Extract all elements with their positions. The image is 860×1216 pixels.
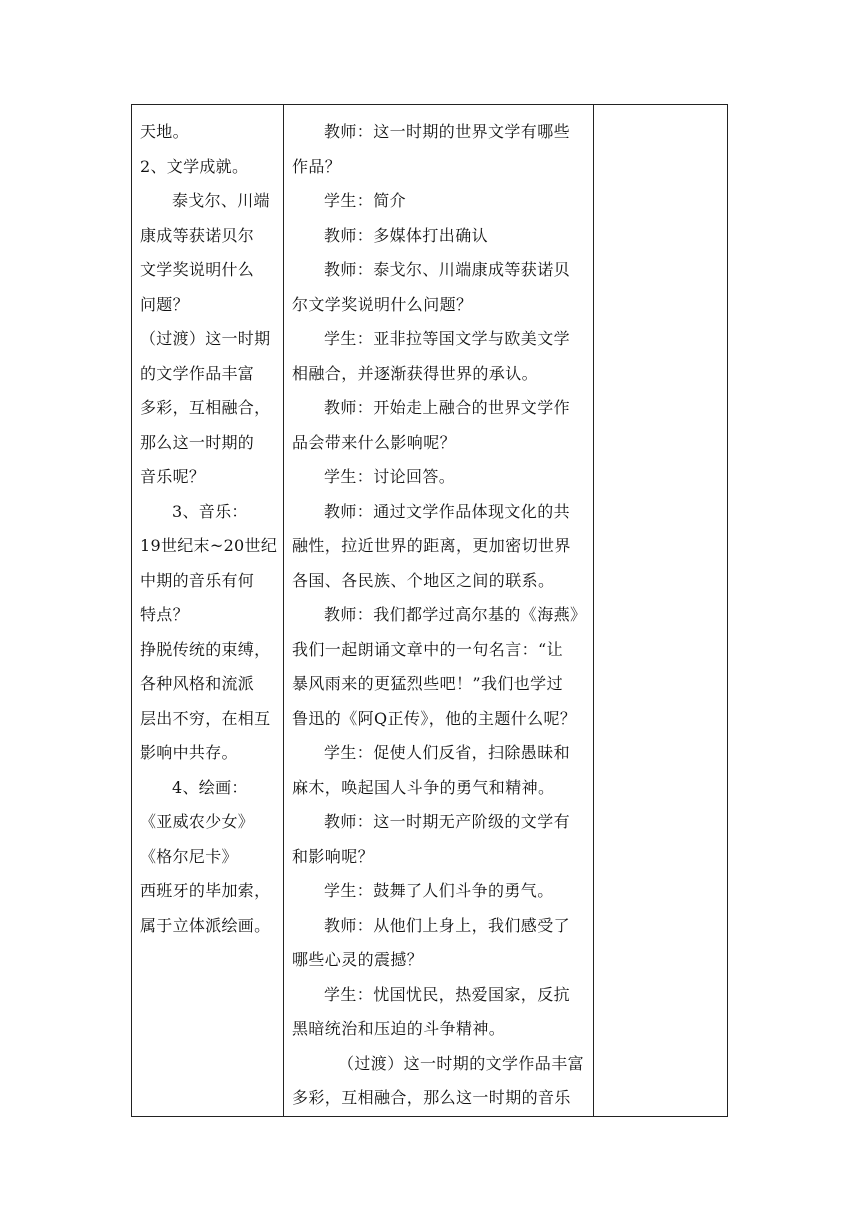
dialogue-line: 学生：促使人们反省，扫除愚昧和 <box>324 743 571 762</box>
dialogue-line: 作品？ <box>292 156 342 176</box>
notes-column-cell <box>594 105 728 1117</box>
content-line: 中期的音乐有何 <box>140 570 255 590</box>
dialogue-line: 品会带来什么影响呢？ <box>292 432 457 452</box>
content-line: 文学奖说明什么 <box>140 260 255 279</box>
dialogue-line: 教师：泰戈尔、川端康成等获诺贝 <box>324 260 571 279</box>
content-line: 属于立体派绘画。 <box>140 915 271 935</box>
dialogue-line: 学生：鼓舞了人们斗争的勇气。 <box>324 881 554 900</box>
dialogue-line: 相融合，并逐渐获得世界的承认。 <box>292 363 539 383</box>
content-line: 音乐呢？ <box>140 467 206 486</box>
dialogue-line: 尔文学奖说明什么问题？ <box>292 294 473 314</box>
content-line: 康成等获诺贝尔 <box>140 225 255 245</box>
dialogue-line: 哪些心灵的震撼？ <box>292 950 424 969</box>
content-line: 4、绘画： <box>172 777 248 797</box>
dialogue-line: 教师：通过文学作品体现文化的共 <box>324 501 571 521</box>
dialogue-line: 教师：开始走上融合的世界文学作 <box>324 398 571 417</box>
content-line: 特点？ <box>140 605 189 624</box>
dialogue-line: 教师：我们都学过高尔基的《海燕》 <box>324 605 587 624</box>
dialogue-line: 教师：从他们上身上，我们感受了 <box>324 915 571 935</box>
content-line: 的文学作品丰富 <box>140 363 255 383</box>
dialogue-line: 学生：简介 <box>324 191 407 210</box>
content-line: 层出不穷，在相互 <box>140 708 271 728</box>
dialogue-line: 教师：这一时期无产阶级的文学有 <box>324 812 571 831</box>
notes-column <box>594 105 727 115</box>
content-line: 西班牙的毕加索， <box>140 881 271 900</box>
lesson-plan-table <box>131 104 728 1117</box>
content-column <box>132 105 283 943</box>
dialogue-line: 教师：多媒体打出确认 <box>324 225 489 245</box>
dialogue-line: 我们一起朗诵文章中的一句名言：“让 <box>292 639 563 659</box>
dialogue-line: 鲁迅的《阿Q正传》，他的主题什么呢？ <box>292 708 577 728</box>
content-line: 天地。 <box>140 122 189 141</box>
content-line: 问题？ <box>140 294 189 314</box>
dialogue-line: 黑暗统治和压迫的斗争精神。 <box>292 1019 506 1038</box>
dialogue-line: 各国、各民族、个地区之间的联系。 <box>292 570 555 590</box>
content-line: 《格尔尼卡》 <box>140 846 238 866</box>
dialogue-line: 融性，拉近世界的距离，更加密切世界 <box>292 536 571 555</box>
content-line: 3、音乐： <box>172 501 248 521</box>
content-line: （过渡）这一时期 <box>140 329 271 348</box>
dialogue-line: 和影响呢？ <box>292 846 375 866</box>
content-line: 多彩，互相融合， <box>140 398 271 417</box>
content-line: 19世纪末~20世纪 <box>140 536 278 555</box>
content-line: 2、文学成就。 <box>140 156 249 176</box>
dialogue-line: 多彩，互相融合，那么这一时期的音乐 <box>292 1088 571 1107</box>
content-line: 泰戈尔、川端 <box>172 191 270 210</box>
dialogue-line: 暴风雨来的更猛烈些吧！”我们也学过 <box>292 674 563 693</box>
dialogue-line: 学生：亚非拉等国文学与欧美文学 <box>324 329 571 348</box>
content-line: 各种风格和流派 <box>140 674 255 693</box>
teaching-process-cell <box>284 105 594 1117</box>
table-row <box>132 105 728 1117</box>
content-line: 《亚威农少女》 <box>140 812 255 831</box>
content-line: 挣脱传统的束缚， <box>140 639 271 659</box>
content-line: 那么这一时期的 <box>140 432 255 452</box>
dialogue-line: 麻木，唤起国人斗争的勇气和精神。 <box>292 777 555 797</box>
dialogue-line: 学生：忧国忧民，热爱国家，反抗 <box>324 984 571 1004</box>
teaching-process-column <box>284 105 593 1116</box>
dialogue-line: 教师：这一时期的世界文学有哪些 <box>324 122 571 141</box>
content-line: 影响中共存。 <box>140 743 238 762</box>
dialogue-line: （过渡）这一时期的文学作品丰富 <box>338 1053 585 1073</box>
dialogue-line: 学生：讨论回答。 <box>324 467 456 486</box>
content-column-cell <box>132 105 284 1117</box>
